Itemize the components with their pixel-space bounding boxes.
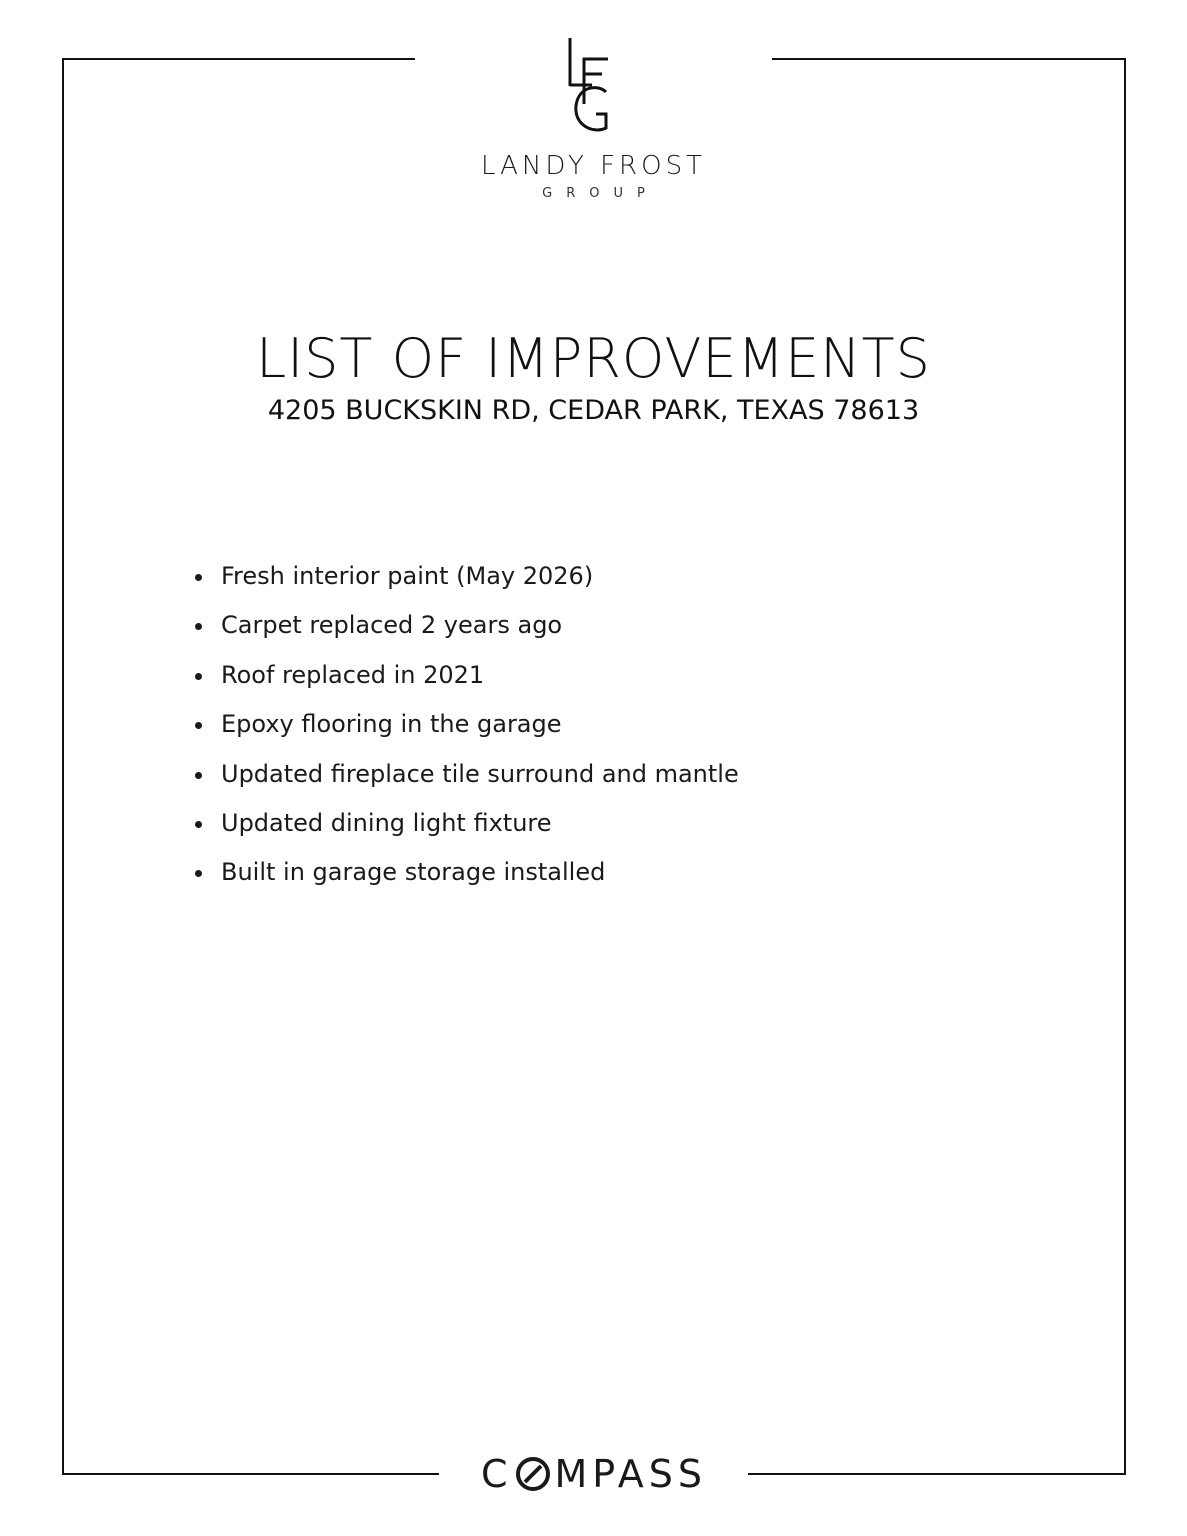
list-item-text: Epoxy flooring in the garage bbox=[221, 710, 562, 739]
improvements-list bbox=[190, 552, 739, 898]
list-item bbox=[190, 799, 739, 848]
compass-wordmark-end: MPASS bbox=[554, 1452, 708, 1496]
compass-logo bbox=[446, 1449, 742, 1499]
page-title: LIST OF IMPROVEMENTS bbox=[256, 327, 931, 390]
frame-bottom-right-line bbox=[748, 1473, 1126, 1475]
compass-o-icon bbox=[514, 1455, 552, 1493]
list-item-text: Roof replaced in 2021 bbox=[221, 660, 485, 689]
brand-subtitle: GROUP bbox=[542, 186, 659, 201]
lfg-monogram-logo bbox=[556, 34, 620, 136]
bullet-icon bbox=[195, 722, 202, 729]
list-item bbox=[190, 651, 739, 700]
frame-right-line bbox=[1124, 58, 1126, 1475]
bullet-icon bbox=[195, 772, 202, 779]
list-item bbox=[190, 700, 739, 749]
property-address: 4205 BUCKSKIN RD, CEDAR PARK, TEXAS 78613 bbox=[267, 395, 920, 426]
frame-left-line bbox=[62, 58, 64, 1475]
list-item-text: Updated fireplace tile surround and mantle bbox=[221, 759, 739, 788]
list-item-text: Updated dining light fixture bbox=[221, 808, 552, 837]
list-item bbox=[190, 750, 739, 799]
bullet-icon bbox=[195, 673, 202, 680]
list-item-text: Carpet replaced 2 years ago bbox=[221, 611, 563, 640]
frame-top-left-line bbox=[62, 58, 415, 60]
bullet-icon bbox=[195, 821, 202, 828]
list-item-text: Fresh interior paint (May 2026) bbox=[221, 562, 594, 590]
compass-wordmark bbox=[481, 1449, 707, 1499]
frame-bottom-left-line bbox=[62, 1473, 439, 1475]
bullet-icon bbox=[195, 870, 202, 877]
list-item bbox=[190, 552, 739, 601]
list-item bbox=[190, 848, 739, 897]
list-item bbox=[190, 601, 739, 650]
frame-top-right-line bbox=[772, 58, 1126, 60]
list-item-text: Built in garage storage installed bbox=[221, 858, 606, 887]
bullet-icon bbox=[195, 623, 202, 630]
compass-wordmark-start: C bbox=[480, 1452, 513, 1496]
bullet-icon bbox=[195, 574, 202, 581]
brand-name: LANDY FROST bbox=[481, 151, 706, 181]
